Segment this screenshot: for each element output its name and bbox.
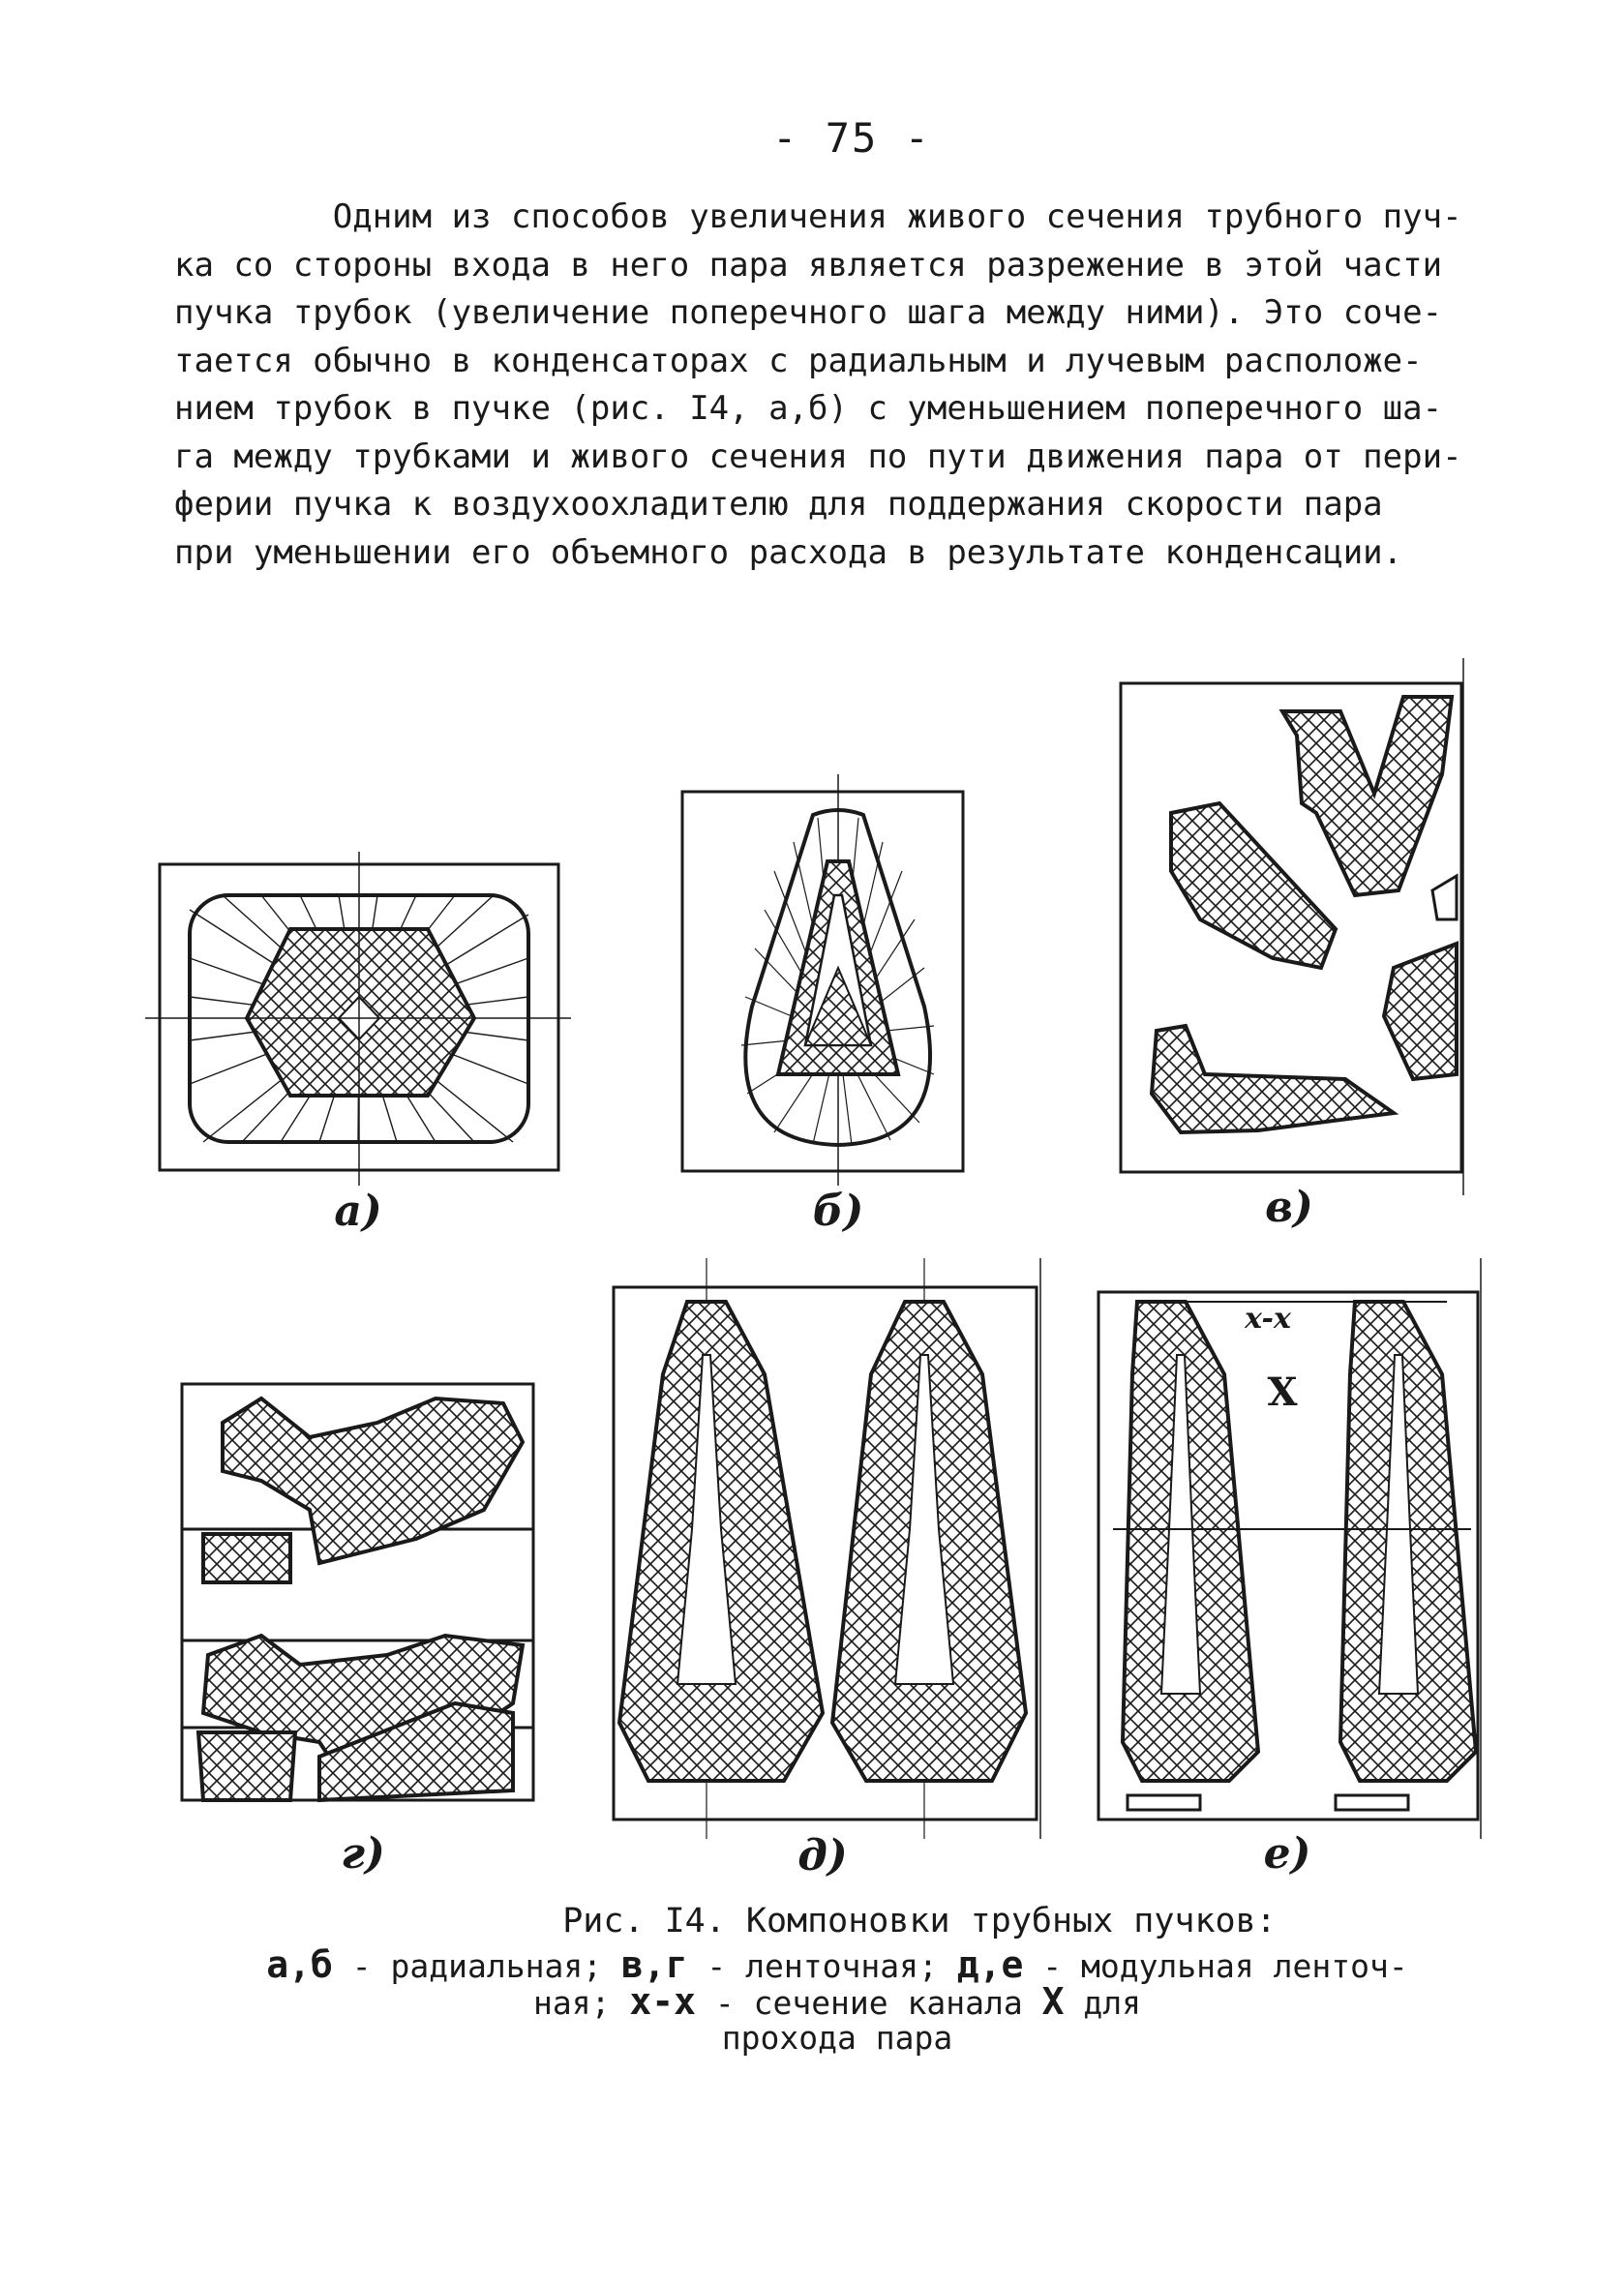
legend-text-band: - ленточная;	[687, 1947, 957, 1985]
legend-text-continuation: ная;	[533, 1984, 630, 2022]
legend-key-xx: x-x	[629, 1980, 696, 2023]
section-marker: x-x	[1245, 1302, 1291, 1336]
figure-caption-legend	[242, 1943, 1432, 2057]
page-number: - 75 -	[772, 114, 931, 162]
figure-caption-title: Рис. I4. Компоновки трубных пучков:	[562, 1902, 1277, 1940]
channel-marker: X	[1267, 1369, 1298, 1415]
figure-label-a: а)	[334, 1187, 382, 1236]
figure-label-b: б)	[812, 1187, 864, 1236]
legend-text-modular: - модульная ленточ-	[1023, 1947, 1408, 1985]
paragraph-line: нием трубок в пучке (рис. I4, а,б) с уменьшением поперечного ша-	[174, 389, 1443, 428]
legend-line-3: прохода пара	[721, 2019, 953, 2057]
legend-text-for: для	[1064, 1984, 1141, 2022]
figure-d-modular-band-bundle	[614, 1258, 1040, 1839]
legend-text-section: - сечение канала	[695, 1984, 1042, 2022]
legend-key-ab: а,б	[266, 1943, 333, 1986]
figure-v-band-bundle	[1121, 658, 1463, 1195]
paragraph-line: Одним из способов увеличения живого сечения трубного пуч-	[174, 197, 1462, 236]
legend-key-X: X	[1041, 1980, 1065, 2023]
figure-e-modular-band-bundle	[1098, 1258, 1481, 1839]
figure-label-e: е)	[1263, 1829, 1311, 1879]
paragraph-line: пучка трубок (увеличение поперечного шага между ними). Это соче-	[174, 293, 1443, 332]
legend-text-radial: - радиальная;	[332, 1947, 621, 1985]
paragraph-line: ферии пучка к воздухоохладителю для поддержания скорости пара	[174, 485, 1383, 524]
figure-label-v: в)	[1265, 1183, 1313, 1232]
paragraph-line: ка со стороны входа в него пара является разрежение в этой части	[174, 245, 1443, 285]
figure-g-band-bundle	[182, 1384, 533, 1800]
figure-b-radial-bundle	[682, 774, 963, 1186]
figure-label-g: г)	[341, 1829, 385, 1879]
legend-line-1	[242, 1943, 1432, 1986]
legend-key-de: д,е	[956, 1943, 1024, 1986]
legend-line-2	[242, 1980, 1432, 2023]
paragraph-line: при уменьшении его объемного расхода в результате конденсации.	[174, 532, 1403, 572]
figure-label-d: д)	[797, 1831, 848, 1880]
legend-key-vg: в,г	[620, 1943, 688, 1986]
paragraph-line: тается обычно в конденсаторах с радиальным и лучевым расположе-	[174, 341, 1423, 380]
figure-a-radial-bundle	[145, 852, 571, 1186]
paragraph-line: га между трубками и живого сечения по пути движения пара от пери-	[174, 436, 1462, 476]
